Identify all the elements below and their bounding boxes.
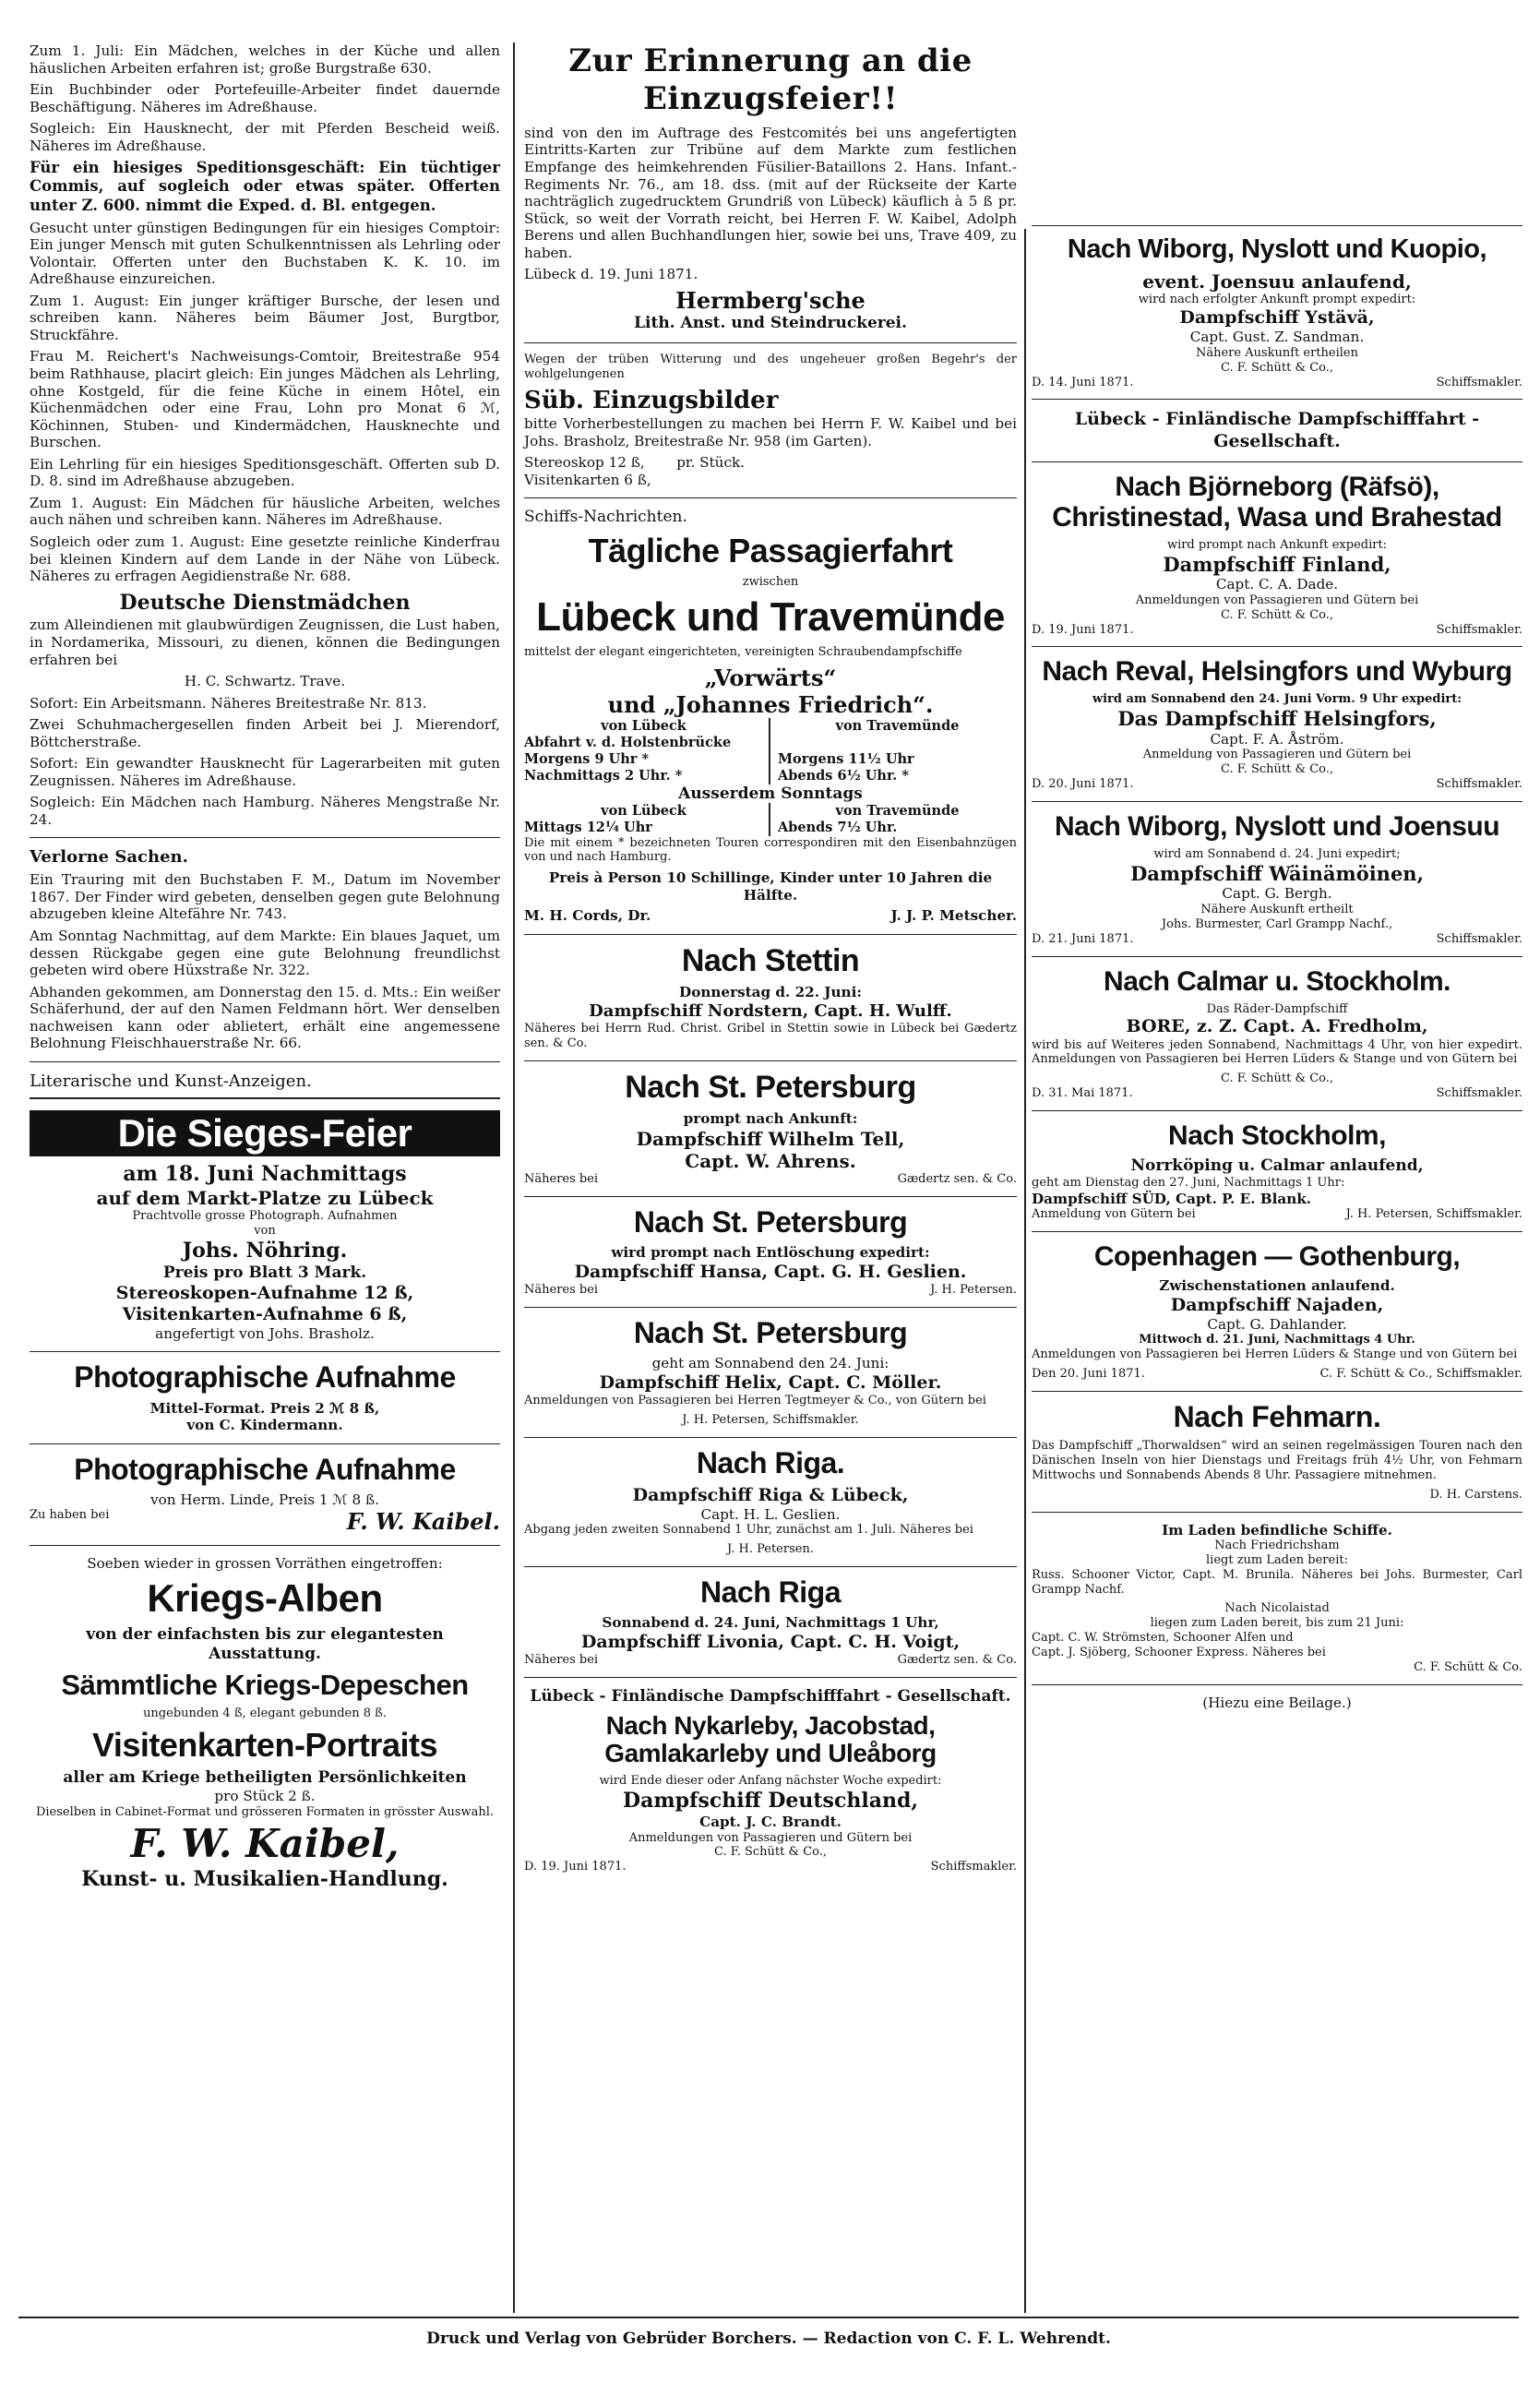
riga2-info: Näheres bei [524, 1653, 599, 1668]
erinnerung-heading: Zur Erinnerung an die Einzugsfeier!! [568, 42, 973, 118]
laden-s2: Capt. J. Sjöberg, Schooner Express. Näheres bei [1032, 1646, 1326, 1660]
laden-riga: Nach Nicolaistad [1224, 1601, 1330, 1616]
job-ads [30, 42, 500, 828]
nykarleby-date-row [524, 1860, 1017, 1874]
riga1-info: Abgang jeden zweiten Sonnabend 1 Uhr, zunächst am 1. Juli. Näheres bei [524, 1523, 973, 1538]
portraits-title: Visitenkarten-Portraits [92, 1725, 437, 1764]
reval-sub: wird am Sonnabend den 24. Juni Vorm. 9 Uhr expedirt: [1092, 692, 1462, 707]
sieges-photo: Prachtvolle grosse Photograph. Aufnahmen [132, 1209, 398, 1224]
laden-sub: Nach Friedrichsham [1214, 1539, 1340, 1553]
divider [524, 934, 1017, 935]
divider [30, 1351, 500, 1352]
soeben-line: Soeben wieder in grossen Vorräthen eingetroffen: [87, 1554, 443, 1572]
abends6: Abends 6½ Uhr. * [778, 767, 909, 784]
touren-note: Die mit einem * bezeichneten Touren correspondiren mit den Eisenbahnzügen von und nach Hamburg. [524, 835, 1017, 865]
lost-item: Ein Trauring mit den Buchstaben F. M., Datum im November 1867. Der Finder wird gebeten, denselben gegen gute Belohnung abzugeben kleine Altefähre Nr. 743. [30, 871, 500, 923]
wiborg2-date: D. 21. Juni 1871. [1032, 931, 1134, 946]
kaibel-title: F. W. Kaibel, [130, 1820, 400, 1866]
copenhagen-info: Mittwoch d. 21. Juni, Nachmittags 4 Uhr. [1139, 1333, 1415, 1347]
divider [30, 1545, 500, 1546]
job-ad: Zum 1. August: Ein Mädchen für häusliche Arbeiten, welches auch nähen und schreiben kann. Näheres im Adreßhause. [30, 494, 500, 529]
petersburg1-info-row [524, 1172, 1017, 1187]
photo2-line: von Herm. Linde, Preis 1 ℳ 8 ß. [150, 1491, 379, 1508]
job-ad: Zwei Schuhmachergesellen finden Arbeit bei J. Mierendorf, Böttcherstraße. [30, 716, 500, 750]
copenhagen-ship: Dampfschiff Najaden, [1170, 1294, 1384, 1315]
johannes: und „Johannes Friedrich“. [607, 691, 934, 719]
wiborg1-capt: Capt. Gust. Z. Sandman. [1189, 329, 1365, 346]
job-ad: Gesucht unter günstigen Bedingungen für ein hiesiges Comptoir: Ein junger Mensch mit guten Schulkenntnissen als Lehrling oder Volontair. Offerten unter den Buchstaben K. K. 10. im Adreßhause einzureichen. [30, 219, 500, 288]
stockholm-sub: Norrköping u. Calmar anlaufend, [1130, 1156, 1424, 1176]
sieges-title: Die Sieges-Feier [30, 1110, 500, 1156]
mittags12: Mittags 12¼ Uhr [524, 819, 652, 835]
angefertigt-line: angefertigt von Johs. Brasholz. [155, 1324, 375, 1342]
copenhagen-agent: C. F. Schütt & Co., Schiffsmakler. [1319, 1367, 1522, 1382]
sieges-price: Preis pro Blatt 3 Mark. [162, 1263, 367, 1282]
einzug-visit: Visitenkarten 6 ß, [524, 471, 651, 488]
laden-riga2: liegen zum Laden bereit, bis zum 21 Juni: [1150, 1616, 1404, 1631]
petersburg3-ship: Dampfschiff Helix, Capt. C. Möller. [599, 1371, 942, 1393]
wiborg2-info: Nähere Auskunft ertheilt [1200, 902, 1354, 916]
fehmarn-signature: D. H. Carstens. [1429, 1487, 1522, 1502]
nykarleby-info: Anmeldungen von Passagieren und Gütern bei [628, 1830, 913, 1845]
job-ad: Frau M. Reichert's Nachweisungs-Comtoir, Breitestraße 954 beim Rathhause, placirt gleich: Ein junges Mädchen als Lehrling, ohne Kostgeld, für die feine Küche in einem Hôtel, ein Küchenmädchen oder eine Frau, Lohn pro Monat 6 ℳ, Köchinnen, Stuben- und Kindermädchen, Hausknechte und Burschen. [30, 348, 500, 451]
nykarleby-makler: Schiffsmakler. [930, 1860, 1017, 1874]
bjoerneborg-date: D. 19. Juni 1871. [1032, 622, 1134, 637]
reval-date-row [1032, 777, 1522, 792]
fehmarn-text: Das Dampfschiff „Thorwaldsen“ wird an seinen regelmässigen Touren nach den Dänischen Inseln von hier Dienstags und Freitags früh 4½ Uhr, von Fehmarn Mittwochs und Sonnabends Abends 8 Uhr. Passagiere mitnehmen. [1032, 1439, 1522, 1482]
calmar-date-row [1032, 1086, 1522, 1101]
copenhagen-sub: Zwischenstationen anlaufend. [1159, 1277, 1395, 1295]
divider [1032, 461, 1522, 462]
kriegs-title: Kriegs-Alben [147, 1576, 383, 1621]
petersburg2-ship: Dampfschiff Hansa, Capt. G. H. Geslien. [574, 1261, 967, 1282]
wiborg1-agent: C. F. Schütt & Co., [1220, 360, 1334, 375]
petersburg3-title: Nach St. Petersburg [633, 1315, 908, 1349]
riga2-sub: Sonnabend d. 24. Juni, Nachmittags 1 Uhr, [602, 1614, 939, 1632]
calmar-date: D. 31. Mai 1871. [1032, 1086, 1133, 1101]
lost-heading: Verlorne Sachen. [30, 847, 188, 868]
timetable-sunday [524, 803, 1017, 835]
lost-item: Am Sonntag Nachmittag, auf dem Markte: Ein blaues Jaquet, um dessen Rückgabe gegen eine gute Belohnung freundlichst gebeten wird obere Hüxstraße Nr. 322. [30, 928, 500, 979]
calmar-ship: BORE, z. Z. Capt. A. Fredholm, [1126, 1016, 1428, 1037]
bjoerneborg-makler: Schiffsmakler. [1436, 622, 1522, 637]
timetable [524, 718, 1017, 784]
divider [30, 1443, 500, 1444]
stockholm-title: Nach Stockholm, [1168, 1120, 1386, 1152]
reval-title: Nach Reval, Helsingfors und Wyburg [1042, 656, 1512, 688]
divider [30, 1061, 500, 1062]
divider [524, 1307, 1017, 1308]
job-ad-spedition: Für ein hiesiges Speditionsgeschäft: Ein tüchtiger Commis, auf sogleich oder etwas später. Offerten unter Z. 600. nimmt die Exped. d. Bl. entgegen. [30, 159, 500, 214]
petersburg2-info-row [524, 1283, 1017, 1298]
job-ad: Ein Lehrling für ein hiesiges Speditionsgeschäft. Offerten sub D. D. 8. sind im Adreßhause abzugeben. [30, 455, 500, 490]
depeschen-price: ungebunden 4 ß, elegant gebunden 8 ß. [143, 1706, 387, 1720]
dienst-signature: H. C. Schwartz. Trave. [184, 673, 346, 690]
einzug-pre: Wegen der trüben Witterung und des ungeheuer großen Begehr's der wohlgelungenen [524, 352, 1017, 381]
metscher: J. J. P. Metscher. [890, 907, 1017, 925]
job-ad: Zum 1. August: Ein junger kräftiger Bursche, der lesen und schreiben kann. Näheres beim Bäumer Jost, Burgtbor, Struckfähre. [30, 292, 500, 343]
petersburg2-sub: wird prompt nach Entlöschung expedirt: [611, 1244, 930, 1262]
preis: Preis à Person 10 Schillinge, Kinder unter 10 Jahren die Hälfte. [548, 869, 993, 904]
divider [524, 342, 1017, 343]
luebeck-trave-title: Lübeck und Travemünde [536, 593, 1005, 640]
wiborg2-makler: Schiffsmakler. [1436, 931, 1522, 946]
photo1-line: Mittel-Format. Preis 2 ℳ 8 ß, [149, 1399, 380, 1417]
nykarleby-agent: C. F. Schütt & Co., [713, 1845, 828, 1860]
wiborg2-ship: Dampfschiff Wäinämöinen, [1130, 861, 1424, 885]
riga1-agent: J. H. Petersen. [727, 1542, 814, 1557]
copenhagen-capt: Capt. G. Dahlander. [1207, 1315, 1347, 1333]
calmar-agent: C. F. Schütt & Co., [1220, 1072, 1334, 1086]
abends7: Abends 7½ Uhr. [778, 819, 898, 835]
petersburg1-capt: Capt. W. Ahrens. [685, 1149, 856, 1172]
copenhagen-date-row [1032, 1367, 1522, 1382]
morgens11: Morgens 11½ Uhr [778, 751, 914, 768]
stockholm-agent: J. H. Petersen, Schiffsmakler. [1345, 1207, 1522, 1222]
petersburg1-title: Nach St. Petersburg [625, 1069, 916, 1105]
hermberg-sub: Lith. Anst. und Steindruckerei. [634, 314, 907, 333]
calmar-makler: Schiffsmakler. [1436, 1086, 1522, 1101]
job-ad: Sogleich oder zum 1. August: Eine gesetzte reinliche Kinderfrau bei kleinen Kindern auf dem Lande in der Nähe von Lübeck. Näheres zu erfragen Aegidienstraße Nr. 688. [30, 533, 500, 585]
sieges-place: auf dem Markt-Platze zu Lübeck [96, 1186, 434, 1209]
ausserdem: Ausserdem Sonntags [678, 784, 863, 803]
nachm2: Nachmittags 2 Uhr. * [524, 767, 683, 784]
nykarleby-date: D. 19. Juni 1871. [524, 1860, 627, 1874]
portraits-more: Dieselben in Cabinet-Format und grösseren Formaten in grösster Auswahl. [35, 1804, 495, 1819]
job-ad: Ein Buchbinder oder Portefeuille-Arbeiter findet dauernde Beschäftigung. Näheres im Adreßhause. [30, 81, 500, 115]
bjoerneborg-agent: C. F. Schütt & Co., [1220, 607, 1334, 622]
wiborg1-ship: Dampfschiff Ystävä, [1179, 307, 1375, 329]
einzug-unit: pr. Stück. [676, 454, 745, 472]
stettin-ship: Dampfschiff Nordstern, Capt. H. Wulff. [589, 1000, 952, 1021]
wiborg2-agent: Johs. Burmester, Carl Grampp Nachf., [1161, 916, 1393, 931]
vorwaerts: „Vorwärts“ [704, 664, 837, 691]
riga1-title: Nach Riga. [696, 1445, 845, 1479]
wiborg2-date-row [1032, 932, 1522, 947]
divider [1032, 225, 1522, 226]
column-middle [524, 42, 1017, 1874]
von-luebeck: von Lübeck [601, 718, 686, 735]
reval-ship: Das Dampfschiff Helsingfors, [1117, 707, 1437, 731]
reval-date: D. 20. Juni 1871. [1032, 777, 1134, 792]
copenhagen-anm: Anmeldungen von Passagieren bei Herren Lüders & Stange und von Gütern bei [1032, 1347, 1518, 1362]
wiborg1-exp: wird nach erfolgter Ankunft prompt expedirt: [1138, 293, 1416, 307]
zwischen: zwischen [742, 574, 799, 589]
petersburg1-agent: Gædertz sen. & Co. [897, 1172, 1017, 1187]
von-luebeck-sun: von Lübeck [601, 803, 686, 820]
timetable-right [778, 718, 1017, 784]
divider [1032, 801, 1522, 802]
wiborg2-capt: Capt. G. Bergh. [1222, 885, 1332, 903]
taegliche-title: Tägliche Passagierfahrt [588, 532, 953, 570]
lost-item: Abhanden gekommen, am Donnerstag den 15. d. Mts.: Ein weißer Schäferhund, der auf den Namen Feldmann hört. Wer denselben nachweisen kann oder ablietert, erhält eine angemessene Belohnung Fleischhauerstraße Nr. 66. [30, 983, 500, 1052]
divider [524, 497, 1017, 498]
wiborg1-date-row [1032, 376, 1522, 390]
mittelst: mittelst der elegant eingerichteten, vereinigten Schraubendampfschiffe [524, 645, 962, 660]
petersburg1-sub: prompt nach Ankunft: [683, 1109, 858, 1127]
divider [524, 1196, 1017, 1197]
divider [1032, 646, 1522, 647]
timetable-left [524, 718, 770, 784]
divider [1032, 1684, 1522, 1685]
newspaper-page [18, 17, 1522, 2352]
imprint-footer: Druck und Verlag von Gebrüder Borchers. — Redaction von C. F. L. Wehrendt. [426, 2329, 1111, 2348]
wiborg1-date: D. 14. Juni 1871. [1032, 375, 1134, 389]
visit-line: Visitenkarten-Aufnahme 6 ß, [122, 1303, 408, 1324]
job-ad: Sofort: Ein Arbeitsmann. Näheres Breitestraße Nr. 813. [30, 694, 427, 712]
portraits-price: pro Stück 2 ß. [214, 1788, 316, 1805]
wiborg1-title: Nach Wiborg, Nyslott und Kuopio, [1067, 234, 1487, 264]
petersburg3-info: Anmeldungen von Passagieren bei Herren Tegtmeyer & Co., von Gütern bei [524, 1393, 986, 1407]
calmar-title: Nach Calmar u. Stockholm. [1104, 965, 1450, 997]
riga2-ship: Dampfschiff Livonia, Capt. C. H. Voigt, [580, 1631, 961, 1652]
job-ad: Sogleich: Ein Mädchen nach Hamburg. Näheres Mengstraße Nr. 24. [30, 794, 500, 828]
einzug-text: bitte Vorherbestellungen zu machen bei Herrn F. W. Kaibel und bei Johs. Brasholz, Breitestraße Nr. 958 (im Garten). [524, 415, 1017, 449]
photo2-sig-row [30, 1508, 500, 1535]
divider [1032, 399, 1522, 400]
literary-heading: Literarische und Kunst-Anzeigen. [30, 1071, 312, 1091]
stereo-line: Stereoskopen-Aufnahme 12 ß, [115, 1282, 414, 1303]
sieges-von: von [254, 1224, 276, 1239]
stockholm-anm-row [1032, 1207, 1522, 1222]
laden-heading: Im Laden befindliche Schiffe. [1162, 1521, 1392, 1539]
timetable-sunday-right [778, 803, 1017, 835]
portraits-sub: aller am Kriege betheiligten Persönlichkeiten [63, 1768, 467, 1788]
nykarleby-ship: Dampfschiff Deutschland, [623, 1789, 918, 1814]
morgens9: Morgens 9 Uhr * [524, 750, 650, 767]
von-trave: von Travemünde [835, 718, 960, 735]
einzug-stereo: Stereoskop 12 ß, [524, 454, 645, 472]
abfahrt: Abfahrt v. d. Holstenbrücke [524, 735, 732, 751]
calmar-info: wird bis auf Weiteres jeden Sonnabend, Nachmittags 4 Uhr, von hier expedirt. Anmeldungen von Passagieren bei Herren Lüders & Stange und von Gütern bei [1032, 1037, 1522, 1067]
divider [30, 837, 500, 838]
divider [1032, 1231, 1522, 1232]
dienst-title: Deutsche Dienstmädchen [119, 590, 411, 615]
reval-info: Anmeldung von Passagieren und Gütern bei [1142, 748, 1412, 762]
signature-row [524, 907, 1017, 925]
laden-sub2: liegt zum Laden bereit: [1206, 1552, 1348, 1567]
einzug-price-group [524, 454, 667, 488]
sieges-date: am 18. Juni Nachmittags [123, 1162, 407, 1186]
wiborg2-title: Nach Wiborg, Nyslott und Joensuu [1054, 810, 1500, 842]
divider [524, 1566, 1017, 1567]
bjoerneborg-capt: Capt. C. A. Dade. [1215, 576, 1339, 593]
stockholm-anm: Anmeldung von Gütern bei [1032, 1207, 1196, 1222]
erinnerung-text: sind von den im Auftrage des Festcomités bei uns angefertigten Eintritts-Karten zur Tribüne auf dem Markte zum festlichen Empfange des heimkehrenden Füsilier-Bataillons 2. Hans. Infant.-Regiments Nr. 76., am 18. dss. (mit auf der Rückseite der Karte nachträglich zugedrucktem Grundriß von Lübeck) käuflich à 5 ß pr. Stück, so weit der Vorrath reicht, bei Herren F. W. Kaibel, Adolph Berens und allen Buchhandlungen hier, sowie bei uns, Trave 409, zu haben. [524, 124, 1017, 261]
dienst-text: zum Alleindienen mit glaubwürdigen Zeugnissen, die Lust haben, in Nordamerika, Missouri, zu dienen, können die Bedingungen erfahren bei [30, 617, 500, 668]
wiborg1-sub: event. Joensuu anlaufend, [1142, 269, 1412, 293]
beilage-note: (Hiezu eine Beilage.) [1202, 1694, 1352, 1711]
divider [1032, 956, 1522, 957]
reval-agent: C. F. Schütt & Co., [1220, 762, 1334, 777]
column-rule [513, 42, 515, 2313]
reval-makler: Schiffsmakler. [1436, 777, 1522, 792]
petersburg1-ship: Dampfschiff Wilhelm Tell, [636, 1127, 905, 1150]
stockholm-info: geht am Dienstag den 27. Juni, Nachmittags 1 Uhr: [1032, 1175, 1345, 1190]
timetable-sunday-left [524, 803, 770, 835]
petersburg1-info: Näheres bei [524, 1172, 599, 1187]
copenhagen-title: Copenhagen — Gothenburg, [1093, 1241, 1461, 1273]
lfd-title: Lübeck - Finländische Dampfschifffahrt - Gesellschaft. [530, 1686, 1011, 1706]
photo2-title: Photographische Aufnahme [74, 1452, 456, 1486]
wiborg1-makler: Schiffsmakler. [1436, 375, 1522, 389]
hermberg-name: Hermberg'sche [675, 286, 866, 314]
laden-s1: Capt. C. W. Strömsten, Schooner Alfen und [1032, 1631, 1294, 1646]
bjoerneborg-ship: Dampfschiff Finland, [1163, 552, 1391, 576]
reval-capt: Capt. F. A. Åström. [1210, 730, 1344, 748]
sieges-feier-ad [30, 1097, 500, 1343]
laden-agent: C. F. Schütt & Co. [1414, 1659, 1522, 1674]
petersburg2-agent: J. H. Petersen. [930, 1283, 1017, 1298]
photo2-signature: F. W. Kaibel. [346, 1508, 500, 1536]
column-rule [1024, 229, 1026, 2313]
lfd-title-right: Lübeck - Finländische Dampfschifffahrt - Gesellschaft. [1074, 409, 1480, 451]
bjoerneborg-date-row [1032, 623, 1522, 638]
job-ad: Sofort: Ein gewandter Hausknecht für Lagerarbeiten mit guten Zeugnissen. Näheres im Adreßhause. [30, 755, 500, 789]
laden-ship: Russ. Schooner Victor, Capt. M. Brunila. Näheres bei Johs. Burmester, Carl Grampp Nachf. [1032, 1567, 1522, 1597]
photo1-von: von C. Kindermann. [186, 1417, 343, 1434]
nykarleby-sub: wird Ende dieser oder Anfang nächster Woche expedirt: [599, 1774, 942, 1789]
sieges-name: Johs. Nöhring. [182, 1238, 348, 1263]
riga1-ship: Dampfschiff Riga & Lübeck, [632, 1484, 909, 1505]
divider [1032, 1391, 1522, 1392]
divider [1032, 1512, 1522, 1513]
wiborg1-info: Nähere Auskunft ertheilen [1195, 345, 1359, 360]
stettin-date: Donnerstag d. 22. Juni: [679, 984, 862, 1001]
photo2-zu: Zu haben bei [30, 1508, 110, 1523]
petersburg3-sub: geht am Sonnabend den 24. Juni: [651, 1355, 889, 1372]
kaibel-sub: Kunst- u. Musikalien-Handlung. [81, 1866, 448, 1891]
stettin-title: Nach Stettin [681, 942, 860, 978]
job-ad: Zum 1. Juli: Ein Mädchen, welches in der Küche und allen häuslichen Arbeiten erfahren ist; große Burgstraße 630. [30, 42, 500, 77]
bjoerneborg-info: Anmeldungen von Passagieren und Gütern bei [1135, 593, 1419, 607]
bjoerneborg-exp: wird prompt nach Ankunft expedirt: [1166, 537, 1388, 552]
erinnerung-date: Lübeck d. 19. Juni 1871. [524, 266, 698, 283]
cords: M. H. Cords, Dr. [524, 907, 651, 925]
stockholm-ship: Dampfschiff SÜD, Capt. P. E. Blank. [1032, 1190, 1312, 1207]
divider [1032, 1110, 1522, 1111]
einzug-prices [524, 454, 819, 488]
wiborg2-sub: wird am Sonnabend d. 24. Juni expedirt; [1153, 846, 1401, 861]
calmar-sub: Das Räder-Dampfschiff [1206, 1001, 1348, 1016]
depeschen-title: Sämmtliche Kriegs-Depeschen [61, 1668, 469, 1701]
photo1-title: Photographische Aufnahme [74, 1360, 456, 1395]
von-trave-sun: von Travemünde [835, 803, 960, 820]
divider [524, 1437, 1017, 1438]
fehmarn-title: Nach Fehmarn. [1173, 1399, 1381, 1433]
riga2-info-row [524, 1653, 1017, 1668]
einzug-title: Süb. Einzugsbilder [524, 386, 779, 414]
petersburg2-info: Näheres bei [524, 1283, 599, 1298]
schiffs-heading: Schiffs-Nachrichten. [524, 508, 687, 527]
nykarleby-capt: Capt. J. C. Brandt. [699, 1813, 842, 1830]
job-ad: Sogleich: Ein Hausknecht, der mit Pferden Bescheid weiß. Näheres im Adreßhause. [30, 120, 500, 154]
copenhagen-date: Den 20. Juni 1871. [1032, 1367, 1145, 1382]
riga2-title: Nach Riga [700, 1575, 841, 1610]
riga2-agent: Gædertz sen. & Co. [897, 1653, 1017, 1668]
footer-rule [18, 2317, 1519, 2318]
column-right [1032, 225, 1522, 1711]
column-left [30, 42, 500, 1892]
divider [524, 1060, 1017, 1061]
riga1-capt: Capt. H. L. Geslien. [700, 1505, 841, 1523]
divider [524, 1677, 1017, 1678]
stettin-info: Näheres bei Herrn Rud. Christ. Gribel in Stettin sowie in Lübeck bei Gædertz sen. & Co. [524, 1021, 1017, 1050]
petersburg3-agent: J. H. Petersen, Schiffsmakler. [682, 1412, 859, 1427]
petersburg2-title: Nach St. Petersburg [633, 1205, 908, 1239]
nykarleby-title: Nach Nykarleby, Jacobstad, Gamlakarleby und Uleåborg [604, 1710, 937, 1768]
bjoerneborg-title: Nach Björneborg (Räfsö), Christinestad, Wasa und Brahestad [1052, 471, 1502, 533]
kriegs-sub: von der einfachsten bis zur elegantesten Ausstattung. [86, 1625, 444, 1664]
